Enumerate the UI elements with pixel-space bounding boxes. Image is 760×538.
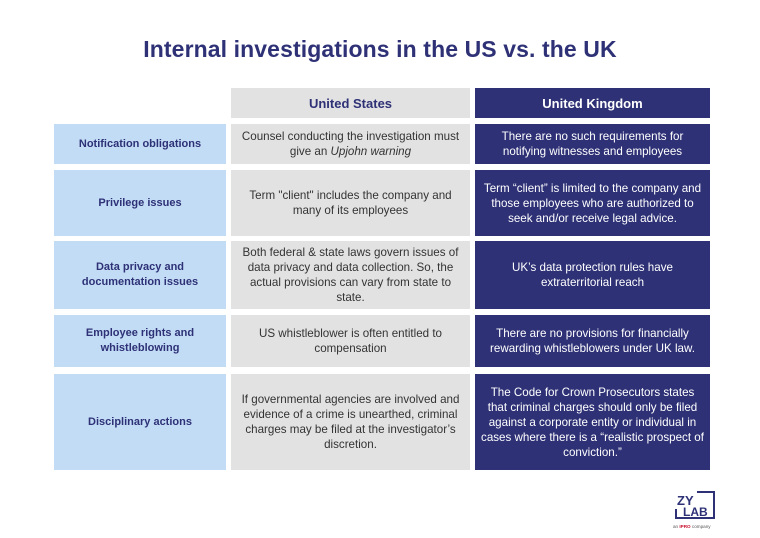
row-label-disciplinary: Disciplinary actions: [54, 374, 226, 470]
row-label-data-privacy: Data privacy and documentation issues: [54, 241, 226, 309]
logo-text-zy: ZY: [677, 493, 694, 508]
us-cell-text: [237, 129, 464, 159]
uk-cell-notification: There are no such requirements for notifying witnesses and employees: [475, 124, 710, 164]
us-cell-employee-rights: US whistleblower is often entitled to compensation: [231, 315, 470, 367]
upjohn-warning-emphasis: Upjohn warning: [330, 145, 412, 158]
row-label-employee-rights: Employee rights and whistleblowing: [54, 315, 226, 367]
row-label-privilege: Privilege issues: [54, 170, 226, 236]
header-united-states: United States: [231, 88, 470, 118]
header-united-kingdom: United Kingdom: [475, 88, 710, 118]
logo-tagline-brand: IPRO: [679, 524, 691, 529]
us-cell-text-main: Counsel conducting the investigation must give an: [241, 130, 460, 158]
uk-cell-employee-rights: There are no provisions for financially rewarding whistleblowers under UK law.: [475, 315, 710, 367]
row-label-notification: Notification obligations: [54, 124, 226, 164]
logo-tagline-prefix: an: [673, 524, 680, 529]
logo-tagline: [673, 524, 715, 530]
zylab-logo-mark: [673, 491, 715, 519]
page-title: Internal investigations in the US vs. the UK: [143, 36, 617, 62]
uk-cell-data-privacy: UK’s data protection rules have extraterritorial reach: [475, 241, 710, 309]
logo-tagline-suffix: company: [690, 524, 711, 529]
logo-text-lab: LAB: [683, 505, 708, 519]
us-cell-privilege: Term "client" includes the company and many of its employees: [231, 170, 470, 236]
zylab-logo: [673, 491, 715, 527]
us-cell-notification: [231, 124, 470, 164]
us-cell-disciplinary: If governmental agencies are involved and evidence of a crime is unearthed, criminal charges may be filed at the investigator’s discretion.: [231, 374, 470, 470]
us-cell-data-privacy: Both federal & state laws govern issues of data privacy and data collection. So, the actual provisions can vary from state to state.: [231, 241, 470, 309]
uk-cell-privilege: Term “client” is limited to the company and those employees who are authorized to seek and/or receive legal advice.: [475, 170, 710, 236]
uk-cell-disciplinary: The Code for Crown Prosecutors states that criminal charges should only be filed against a corporate entity or individual in cases where there is a “realistic prospect of conviction.”: [475, 374, 710, 470]
